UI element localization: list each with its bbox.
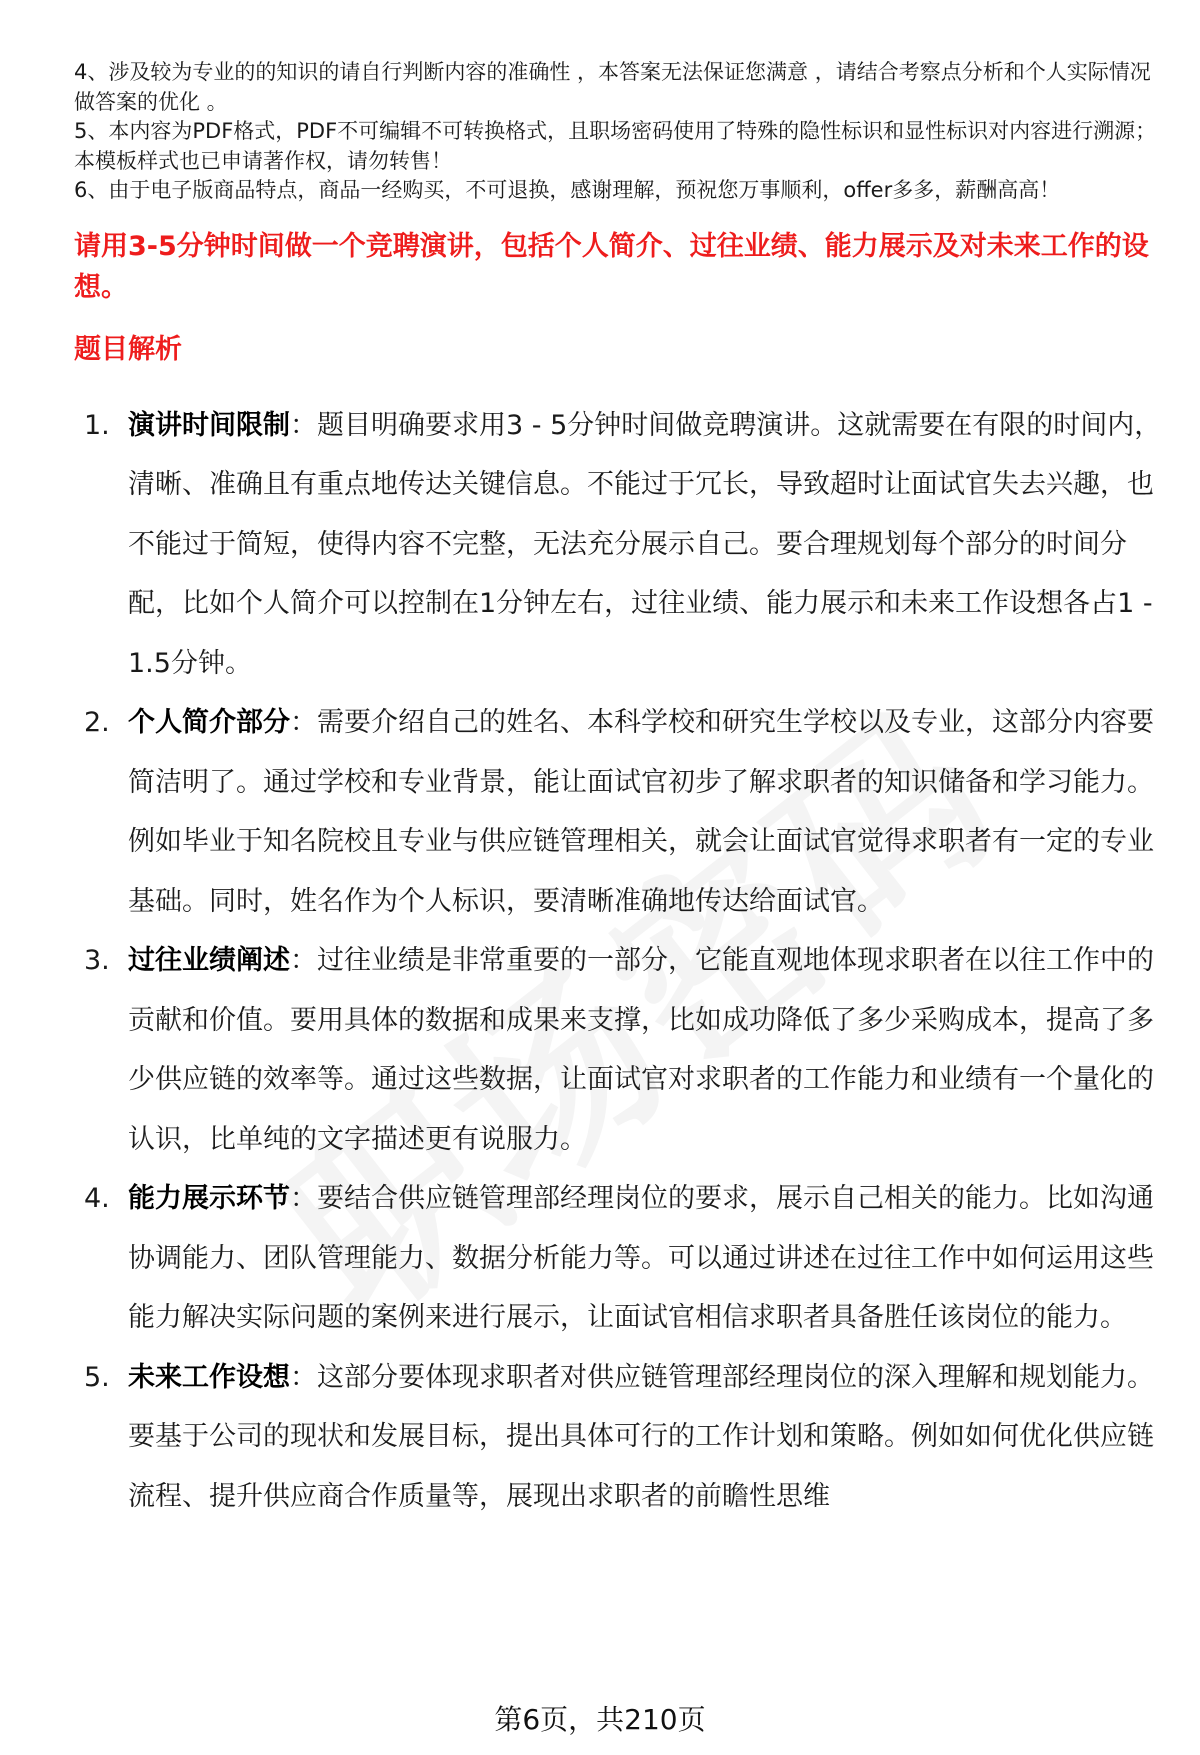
item-number: 2.	[84, 707, 110, 738]
item-number: 3.	[84, 945, 110, 976]
item-number: 5.	[84, 1361, 110, 1393]
analysis-item	[74, 396, 1164, 694]
item-number: 4.	[84, 1183, 110, 1214]
document-body	[74, 58, 1164, 1526]
analysis-item	[74, 1348, 1164, 1527]
item-label: 个人简介部分	[128, 707, 290, 738]
item-text: ：题目明确要求用3 - 5分钟时间做竞聘演讲。这就需要在有限的时间内，清晰、准确且有重点地传达关键信息。不能过于冗长，导致超时让面试官失去兴趣，也不能过于简短，使得内容不完整，无法充分展示自己。要合理规划每个部分的时间分配，比如个人简介可以控制在1分钟左右，过往业绩、能力展示和未来工作设想各占1 - 1.5分钟。	[128, 409, 1162, 679]
analysis-item	[74, 931, 1164, 1169]
note-item: 4、涉及较为专业的的知识的请自行判断内容的准确性 ，本答案无法保证您满意 ，请结合考察点分析和个人实际情况做答案的优化 。	[74, 60, 1151, 114]
note-item: 5、本内容为PDF格式，PDF不可编辑不可转换格式，且职场密码使用了特殊的隐性标识和显性标识对内容进行溯源；本模板样式也已申请著作权，请勿转售！	[74, 119, 1157, 173]
item-label: 未来工作设想	[128, 1361, 290, 1393]
item-label: 演讲时间限制	[128, 409, 290, 441]
item-number: 1.	[84, 409, 110, 441]
notes-list	[74, 58, 1164, 206]
analysis-item	[74, 693, 1164, 931]
question-title: 请用3-5分钟时间做一个竞聘演讲，包括个人简介、过往业绩、能力展示及对未来工作的设想。	[74, 230, 1149, 303]
item-label: 能力展示环节	[128, 1183, 290, 1214]
item-text: ：过往业绩是非常重要的一部分，它能直观地体现求职者在以往工作中的贡献和价值。要用具体的数据和成果来支撑，比如成功降低了多少采购成本，提高了多少供应链的效率等。通过这些数据，让面试官对求职者的工作能力和业绩有一个量化的认识，比单纯的文字描述更有说服力。	[128, 945, 1154, 1155]
note-item: 6、由于电子版商品特点，商品一经购买，不可退换，感谢理解，预祝您万事顺利，offer多多，薪酬高高！	[74, 178, 1061, 202]
page-number: 第6页，共210页	[494, 1703, 706, 1736]
analysis-list	[74, 396, 1164, 1527]
analysis-item	[74, 1169, 1164, 1348]
item-text: ：需要介绍自己的姓名、本科学校和研究生学校以及专业，这部分内容要简洁明了。通过学校和专业背景，能让面试官初步了解求职者的知识储备和学习能力。例如毕业于知名院校且专业与供应链管理相关，就会让面试官觉得求职者有一定的专业基础。同时，姓名作为个人标识，要清晰准确地传达给面试官。	[128, 707, 1154, 917]
section-title: 题目解析	[74, 333, 182, 365]
item-text: ：要结合供应链管理部经理岗位的要求，展示自己相关的能力。比如沟通协调能力、团队管理能力、数据分析能力等。可以通过讲述在过往工作中如何运用这些能力解决实际问题的案例来进行展示，让面试官相信求职者具备胜任该岗位的能力。	[128, 1183, 1154, 1333]
item-text: ：这部分要体现求职者对供应链管理部经理岗位的深入理解和规划能力。要基于公司的现状和发展目标，提出具体可行的工作计划和策略。例如如何优化供应链流程、提升供应商合作质量等，展现出求职者的前瞻性思维	[128, 1361, 1154, 1512]
item-label: 过往业绩阐述	[128, 945, 290, 976]
